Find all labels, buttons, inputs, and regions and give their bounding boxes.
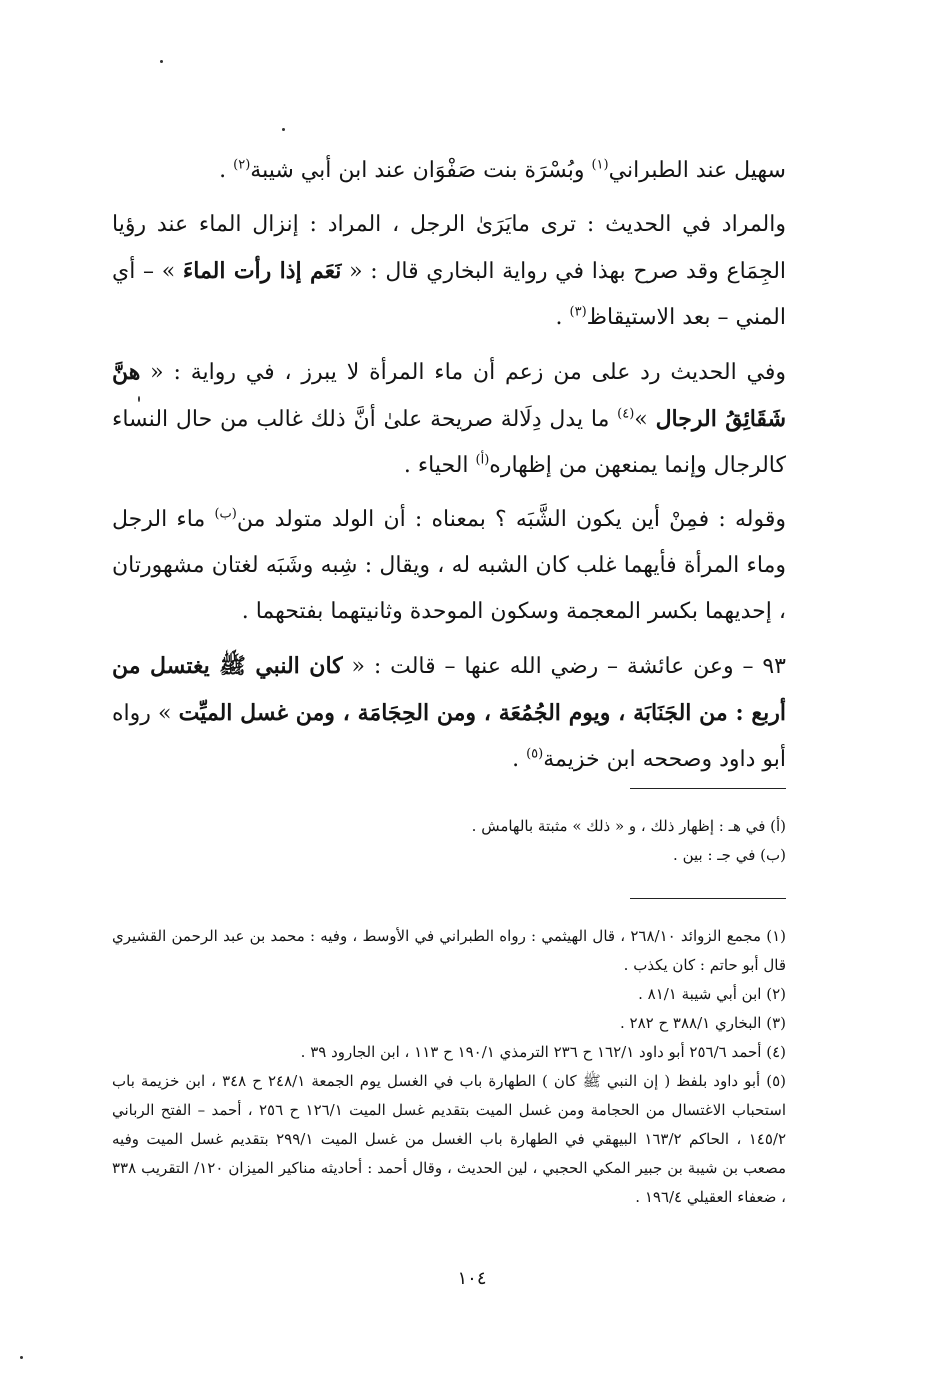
paragraph-text: سهيل عند الطبراني <box>608 158 786 183</box>
paragraph-2 <box>112 202 786 341</box>
page-number: ١٠٤ <box>457 1268 487 1289</box>
hadith-quote: هنَّ شَقَائِقُ الرجال <box>112 359 786 432</box>
variant-note: (ب) في جـ : بين . <box>673 846 786 864</box>
paragraph-text: وبُسْرَة بنت صَفْوَان عند ابن أبي شيبة <box>250 158 592 183</box>
footnotes <box>112 922 786 1212</box>
paragraph-text: . <box>219 158 234 183</box>
footnote-item: (٣) البخاري ٣٨٨/١ ح ٢٨٢ . <box>619 1014 786 1032</box>
paragraph-text: ماء الرجل وماء المرأة فأيهما غلب كان الشبه له ، ويقال : شِبه وشَبَه لغتان مشهورتان ، إحديهما بكسر المعجمة وسكون الموحدة وثانيتهما بفتحهما . <box>112 507 786 624</box>
main-text <box>112 148 786 791</box>
footnote-ref: (أ) <box>475 452 490 468</box>
scan-speck <box>20 1356 23 1359</box>
paragraph-text: . <box>555 305 570 330</box>
paragraph-1 <box>112 148 786 194</box>
variant-notes <box>112 812 786 870</box>
footnote-separator <box>630 788 786 789</box>
paragraph-text: والمراد في الحديث : ترى مايَرَىٰ الرجل ، المراد : إنزال الماء عند رؤيا الجِمَاع وقد صرح بهذا في رواية البخاري قال : « <box>112 212 787 284</box>
variant-note: (أ) في هـ : إظهار ذلك ، و « ذلك » مثبتة بالهامش . <box>471 817 786 835</box>
paragraph-5 <box>112 643 786 783</box>
paragraph-text: » – أي المني – بعد الاستيقاظ <box>112 259 786 330</box>
hadith-quote: كان النبي ﷺ يغتسل من أربع : من الجَنَابَة ، ويوم الجُمُعَة ، ومن الحِجَامَة ، ومن غسل الميِّت <box>112 653 786 726</box>
footnote-item: (١) مجمع الزوائد ٢٦٨/١٠ ، قال الهيثمي : رواه الطبراني في الأوسط ، وفيه : محمد بن عبد الرحمن القشيري قال أبو حاتم : كان يكذب . <box>112 927 786 974</box>
footnote-item: (٢) ابن أبي شيبة ٨١/١ . <box>638 985 786 1003</box>
footnote-ref: (ب) <box>214 506 237 522</box>
footnote-ref: (٤) <box>617 406 635 422</box>
footnote-ref: (٥) <box>526 746 544 762</box>
hadith-quote: نَعَم إذا رأت الماءَ <box>182 258 342 284</box>
paragraph-text: » رواه أبو داود وصححه ابن خزيمة <box>112 701 786 772</box>
footnote-item: (٤) أحمد ٢٥٦/٦ أبو داود ١٦٢/١ ح ٢٣٦ الترمذي ١٩٠/١ ح ١١٣ ، ابن الجارود ٣٩ . <box>300 1043 786 1061</box>
paragraph-text: وقوله : فمِنْ أين يكون الشَّبَه ؟ بمعناه : أن الولد متولد من <box>236 507 786 532</box>
paragraph-text: » <box>634 407 656 432</box>
paragraph-text: وفي الحديث رد على من زعم أن ماء المرأة لا يبرز ، في رواية : « <box>140 360 786 385</box>
paragraph-text: الحياء . <box>403 453 476 478</box>
footnote-ref: (١) <box>591 157 609 173</box>
footnote-item: (٥) أبو داود بلفظ ( إن النبي ﷺ كان ) الطهارة باب في الغسل يوم الجمعة ٢٤٨/١ ح ٣٤٨ ، ابن خزيمة باب استحباب الاغتسال من الحجامة ومن غسل الميت بتقديم غسل الميت ١٢٦/١ ح ٢٥٦ ، أحمد – الفتح الرباني ١٤٥/٢ ، الحاكم ١٦٣/٢ البيهقي في الطهارة باب الغسل من غسل الميت ٢٩٩/١ بتقديم غسل الميت وفيه مصعب بن شيبة بن جبير المكي الحجبي ، لين الحديث ، وقال أحمد : أحاديثه مناكير الميزان ١٢٠/ التقريب ٣٣٨ ، ضعفاء العقيلي ١٩٦/٤ . <box>112 1072 787 1206</box>
paragraph-3 <box>112 349 786 489</box>
paragraph-4 <box>112 497 786 635</box>
paragraph-text: . <box>512 747 527 772</box>
paragraph-text: ٩٣ – وعن عائشة – رضي الله عنها – قالت : « <box>342 654 786 679</box>
scan-speck <box>160 60 163 63</box>
paragraph-text: ما يدل دِلَالة صريحة علىٰ أنَّ ذلك غالب من حال النساء كالرجال وإنما يمنعهن من إظهاره <box>112 407 786 478</box>
footnote-separator <box>630 898 786 899</box>
scan-speck <box>282 128 285 131</box>
footnote-ref: (٢) <box>233 157 251 173</box>
footnote-ref: (٣) <box>569 304 587 320</box>
